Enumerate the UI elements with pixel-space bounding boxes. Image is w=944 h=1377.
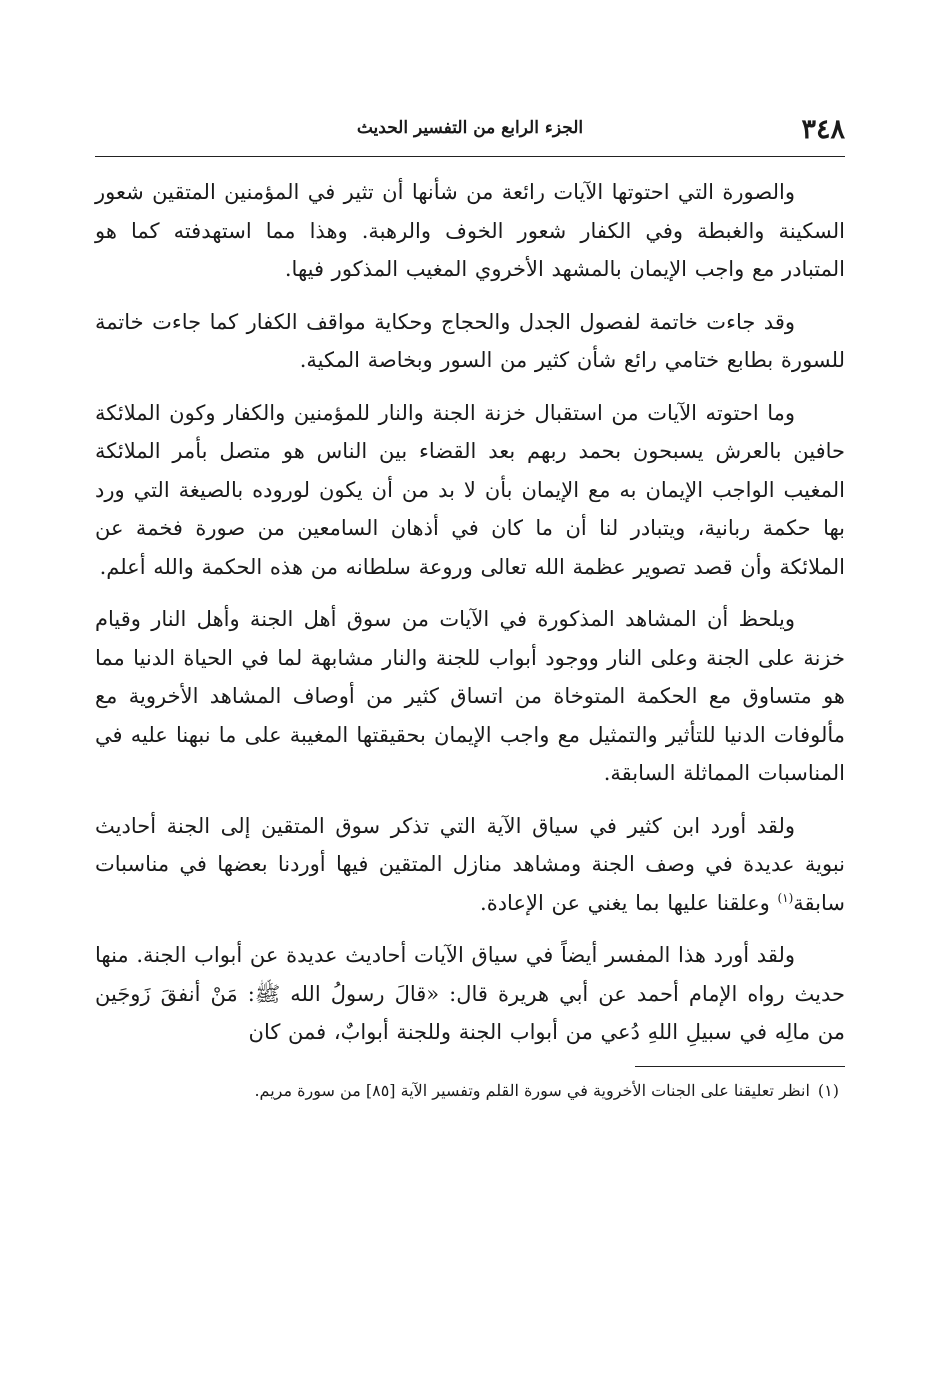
running-header bbox=[95, 110, 845, 157]
paragraph-with-footnote bbox=[95, 807, 845, 923]
footnote-reference[interactable]: (١) bbox=[777, 890, 794, 905]
paragraph: ويلحظ أن المشاهد المذكورة في الآيات من سوق أهل الجنة وأهل النار وقيام خزنة على الجنة وعلى النار ووجود أبواب للجنة والنار مشابهة لما في الحياة الدنيا مما هو متساوق مع الحكمة المتوخاة من اتساق كثير من أوصاف المشاهد الأخروية مع مألوفات الدنيا للتأثير والتمثيل مع واجب الإيمان بحقيقتها المغيبة على ما نبهنا عليه في المناسبات المماثلة السابقة. bbox=[95, 607, 845, 785]
paragraph-text: ولقد أورد ابن كثير في سياق الآية التي تذكر سوق المتقين إلى الجنة أحاديث نبوية عديدة في وصف الجنة ومشاهد منازل المتقين فيها أوردنا بعضها في مناسبات سابقة bbox=[95, 813, 845, 915]
paragraph: والصورة التي احتوتها الآيات رائعة من شأنها أن تثير في المؤمنين المتقين شعور السكينة والغبطة وفي الكفار شعور الخوف والرهبة. وهذا مما استهدفته كما هو المتبادر مع واجب الإيمان بالمشهد الأخروي المغيب المذكور فيها. bbox=[95, 180, 845, 281]
footnote-text: انظر تعليقنا على الجنات الأخروية في سورة القلم وتفسير الآية [٨٥] من سورة مريم. bbox=[254, 1080, 810, 1100]
footnote-divider bbox=[635, 1066, 845, 1067]
paragraph: ولقد أورد هذا المفسر أيضاً في سياق الآيات أحاديث عديدة عن أبواب الجنة. منها حديث رواه الإمام أحمد عن أبي هريرة قال: «قالَ رسولُ الله ﷺ: مَنْ أنفقَ زَوجَين من مالِه في سبيلِ اللهِ دُعي من أبواب الجنة وللجنة أبوابٌ، فمن كان bbox=[95, 943, 845, 1044]
paragraph-text-continued: وعلقنا عليها بما يغني عن الإعادة. bbox=[480, 890, 778, 915]
header-title: الجزء الرابع من التفسير الحديث bbox=[356, 118, 584, 138]
page-number: ٣٤٨ bbox=[801, 114, 845, 145]
body-text bbox=[95, 173, 845, 1052]
footnote-number: (١) bbox=[817, 1080, 839, 1100]
paragraph: وما احتوته الآيات من استقبال خزنة الجنة والنار للمؤمنين والكفار وكون الملائكة حافين بالعرش يسبحون بحمد ربهم بعد القضاء بين الناس هو متصل بأمر الملائكة المغيب الواجب الإيمان به مع الإيمان بأن لا بد من أن يكون لوروده بالصيغة التي ورد بها حكمة ربانية، ويتبادر لنا أن ما كان في أذهان السامعين من صورة فخمة عن الملائكة وأن قصد تصوير عظمة الله تعالى وروعة سلطانه من هذه الحكمة والله أعلم. bbox=[95, 400, 845, 579]
footnote bbox=[95, 1077, 845, 1105]
book-page bbox=[95, 110, 845, 1105]
paragraph: وقد جاءت خاتمة لفصول الجدل والحجاج وحكاية مواقف الكفار كما جاءت خاتمة للسورة بطابع ختامي رائع شأن كثير من السور وبخاصة المكية. bbox=[95, 309, 845, 372]
